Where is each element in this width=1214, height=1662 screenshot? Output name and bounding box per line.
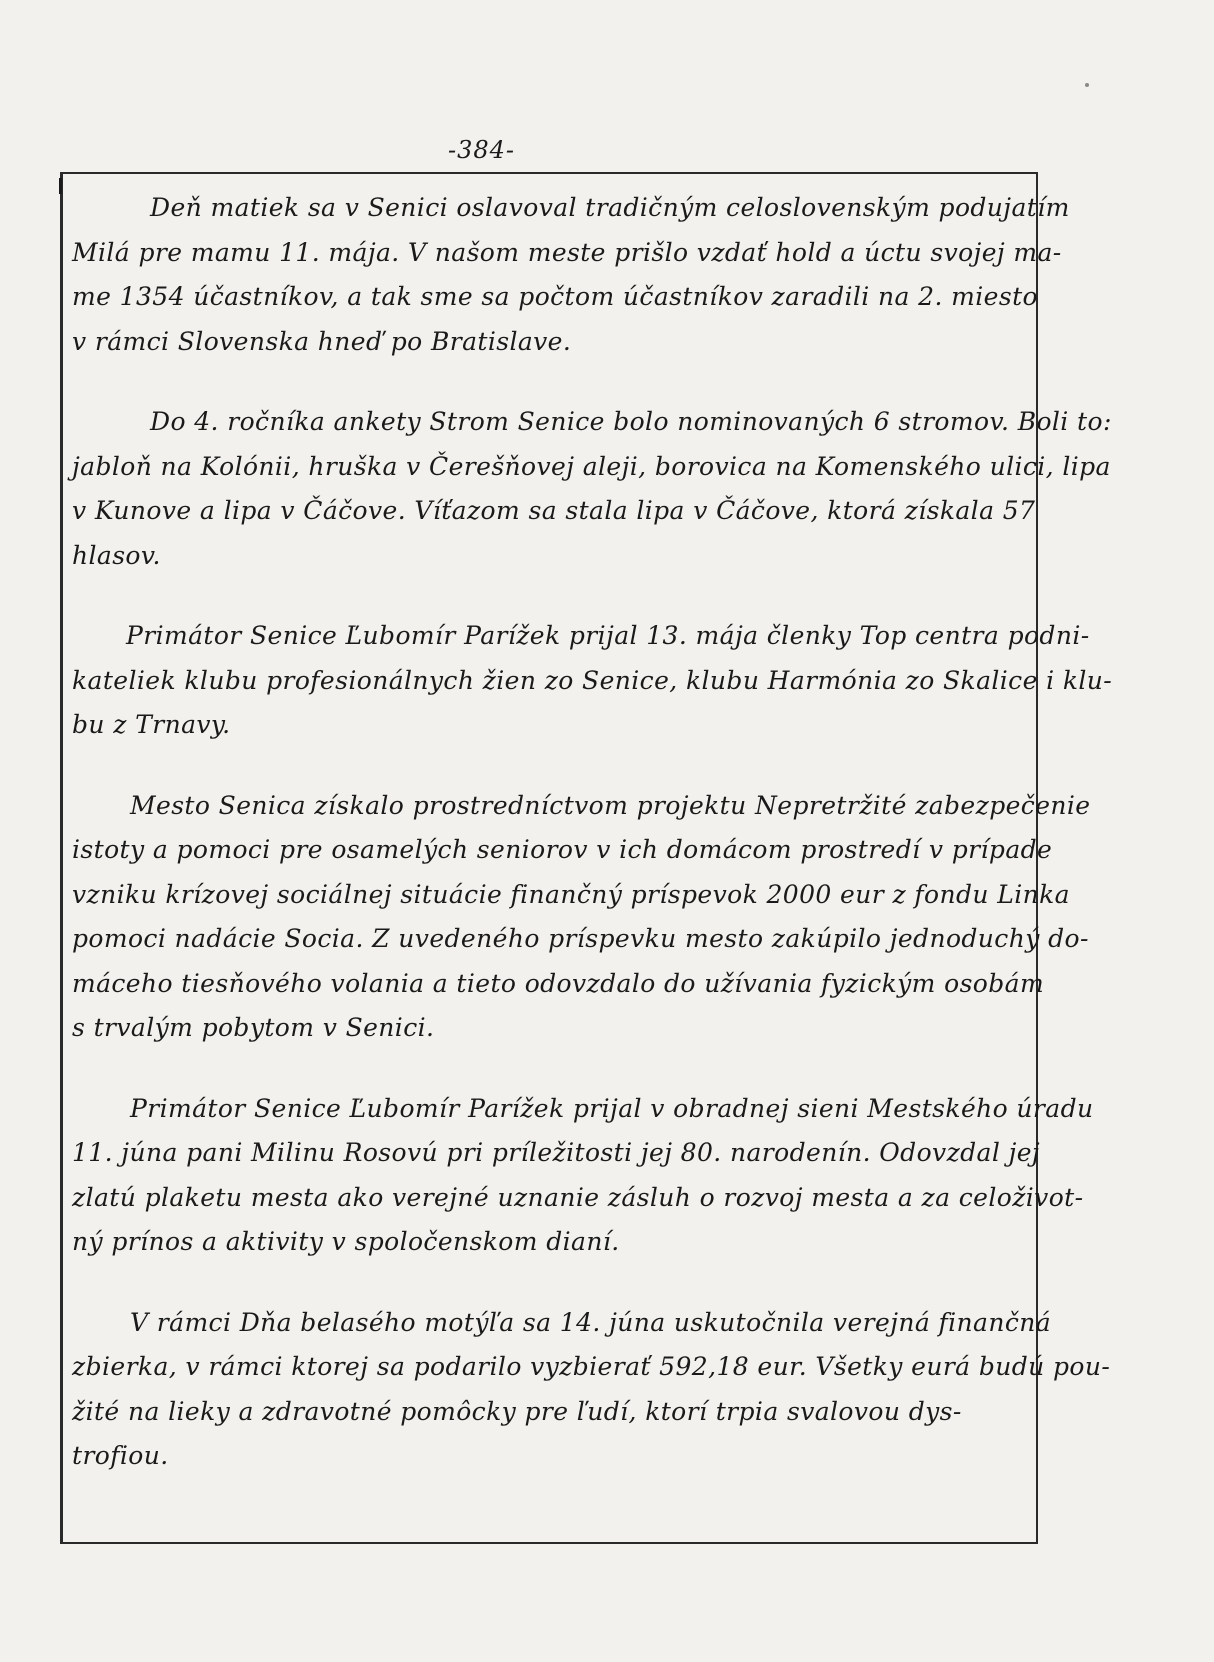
paragraph-seniors-project (72, 784, 1091, 1051)
text-line: Primátor Senice Ľubomír Parížek prijal v obradnej sieni Mestského úradu (130, 1093, 1094, 1123)
text-line: máceho tiesňového volania a tieto odovzdalo do užívania fyzickým osobám (72, 968, 1045, 998)
text-line: trofiou. (72, 1441, 169, 1470)
text-line: me 1354 účastníkov, a tak sme sa počtom účastníkov zaradili na 2. miesto (72, 282, 1039, 311)
text-line: v Kunove a lipa v Čáčove. Víťazom sa stala lipa v Čáčove, ktorá získala 57 (72, 496, 1036, 525)
paragraph-tree-survey (72, 400, 1112, 578)
speck-mark (1085, 83, 1089, 87)
text-line: Deň matiek sa v Senici oslavoval tradičným celoslovenským podujatím (150, 193, 1070, 222)
handwritten-text (72, 186, 1113, 1479)
text-line: v rámci Slovenska hneď po Bratislave. (72, 326, 572, 356)
text-line: zbierka, v rámci ktorej sa podarilo vyzbierať 592,18 eur. Všetky eurá budú pou- (72, 1352, 1111, 1381)
text-line: Milá pre mamu 11. mája. V našom meste prišlo vzdať hold a úctu svojej ma- (72, 237, 1062, 267)
text-line: 11. júna pani Milinu Rosovú pri príležitosti jej 80. narodenín. Odovzdal jej (72, 1138, 1041, 1167)
paragraph-butterfly-day (72, 1301, 1111, 1479)
text-line: s trvalým pobytom v Senici. (72, 1013, 435, 1042)
text-line: jabloň na Kolónii, hruška v Čerešňovej aleji, borovica na Komenského ulici, lipa (72, 451, 1111, 481)
text-line: vzniku krízovej sociálnej situácie finančný príspevok 2000 eur z fondu Linka (72, 879, 1070, 909)
text-line: Mesto Senica získalo prostredníctvom projektu Nepretržité zabezpečenie (130, 790, 1091, 820)
text-line: ný prínos a aktivity v spoločenskom dianí. (72, 1227, 620, 1256)
paragraph-mothers-day (72, 186, 1070, 364)
text-line: pomoci nadácie Socia. Z uvedeného príspevku mesto zakúpilo jednoduchý do- (72, 924, 1089, 953)
text-line: Primátor Senice Ľubomír Parížek prijal 13. mája členky Top centra podni- (126, 621, 1090, 650)
text-line: Do 4. ročníka ankety Strom Senice bolo nominovaných 6 stromov. Boli to: (150, 407, 1112, 436)
text-line: hlasov. (72, 540, 161, 570)
text-line: bu z Trnavy. (72, 710, 231, 739)
paragraph-anniversary (72, 1087, 1094, 1265)
page-number: -384- (448, 136, 516, 164)
text-line: zlatú plaketu mesta ako verejné uznanie zásluh o rozvoj mesta a za celoživot- (72, 1182, 1084, 1212)
text-line: kateliek klubu profesionálnych žien zo Senice, klubu Harmónia zo Skalice i klu- (72, 665, 1113, 695)
text-line: žité na lieky a zdravotné pomôcky pre ľudí, ktorí trpia svalovou dys- (72, 1396, 962, 1426)
text-line: V rámci Dňa belasého motýľa sa 14. júna uskutočnila verejná finančná (130, 1307, 1052, 1337)
text-line: istoty a pomoci pre osamelých seniorov v ich domácom prostredí v prípade (72, 835, 1053, 864)
margin-tick (59, 178, 62, 194)
paragraph-mayor-reception (72, 614, 1113, 748)
